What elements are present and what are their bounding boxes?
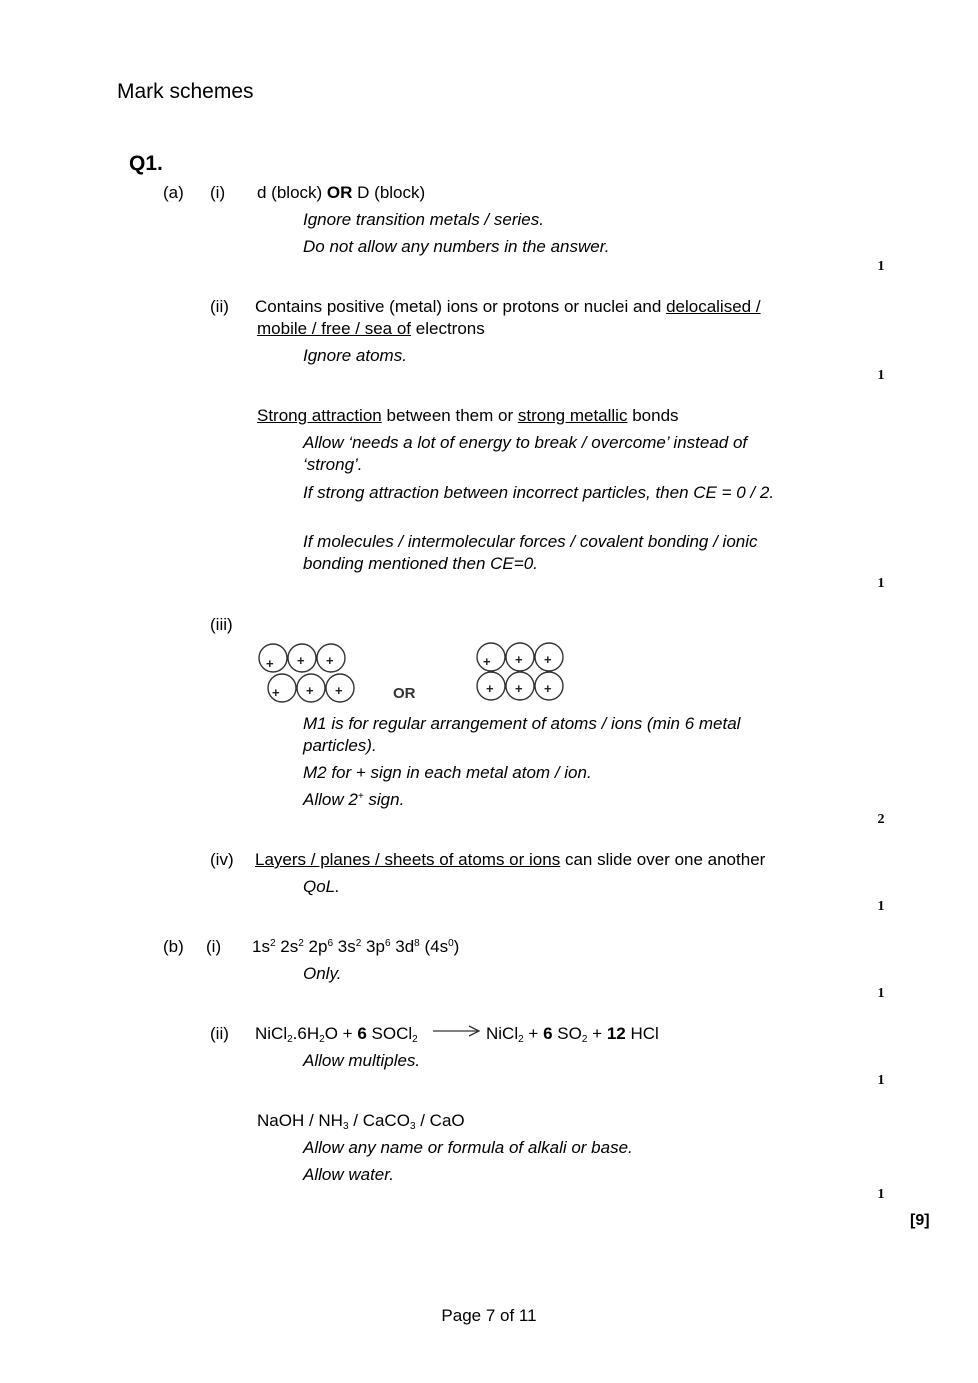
- answer-underlined: delocalised /: [666, 297, 761, 316]
- orbital-electrons: 8: [414, 938, 420, 949]
- mark-value: 1: [877, 1073, 885, 1088]
- answer-text: d (block): [257, 183, 323, 202]
- equation-reactants: [255, 1023, 418, 1045]
- answer-text: bonds: [632, 406, 679, 425]
- coefficient: 12: [606, 1024, 626, 1043]
- part-b-ii-label: (ii): [210, 1024, 229, 1043]
- note-text: Allow 2: [303, 790, 358, 809]
- formula-subscript: 2: [581, 1034, 588, 1045]
- orbital-name: 3d: [395, 937, 415, 956]
- guidance-note: Allow multiples.: [303, 1051, 421, 1070]
- formula-text: +: [528, 1024, 539, 1043]
- plus-sign: +: [515, 681, 523, 696]
- formula-text: NaOH / NH: [257, 1111, 343, 1130]
- plus-sign: +: [297, 653, 305, 668]
- plus-sign: +: [326, 653, 334, 668]
- guidance-note: Ignore atoms.: [303, 346, 407, 365]
- note-text: sign.: [363, 790, 405, 809]
- metal-lattice-diagram: [250, 636, 580, 708]
- orbital: [395, 937, 419, 956]
- part-a-iv-answer: [255, 849, 765, 871]
- orbital: [309, 937, 333, 956]
- formula-subscript: 2: [319, 1034, 325, 1045]
- metal-ion-circle: [477, 643, 505, 671]
- part-a-ii-answer-line1: [255, 296, 761, 318]
- coefficient: 6: [543, 1024, 553, 1043]
- formula-subscript: 2: [412, 1034, 418, 1045]
- orbital-electrons: 2: [355, 938, 362, 949]
- orbital-electrons: 2: [298, 938, 304, 949]
- formula-text: SO: [557, 1024, 582, 1043]
- orbital-close: ): [453, 937, 460, 956]
- orbital-name: 3p: [366, 937, 385, 956]
- part-a-iv-label: (iv): [210, 850, 234, 869]
- orbital-name: 2p: [308, 937, 328, 956]
- guidance-note: Allow any name or formula of alkali or base.: [303, 1138, 633, 1157]
- mark-value: 1: [877, 899, 885, 914]
- orbital: [280, 937, 304, 956]
- part-a-iii-label: (iii): [210, 615, 233, 634]
- formula-subscript: 2: [518, 1034, 524, 1045]
- part-a-i-answer: [257, 182, 425, 204]
- lattice-left: [259, 644, 354, 702]
- equation-products: [486, 1023, 659, 1045]
- part-b-label: (b): [163, 937, 184, 956]
- answer-underlined: Strong attraction: [257, 406, 382, 425]
- part-b-i-label: (i): [206, 937, 222, 956]
- part-a-ii-answer2: [257, 405, 679, 427]
- guidance-note: Allow ‘needs a lot of energy to break / overcome’ instead of ‘strong’.: [303, 433, 748, 474]
- part-a-label: (a): [163, 183, 184, 202]
- orbital: [252, 937, 276, 956]
- orbital-name: 2s: [280, 937, 299, 956]
- part-a-ii-label: (ii): [210, 297, 229, 316]
- formula-subscript: 3: [409, 1121, 416, 1132]
- guidance-note: If strong attraction between incorrect particles, then CE = 0 / 2.: [303, 483, 775, 502]
- answer-underlined: Layers / planes / sheets of atoms or ions: [255, 850, 561, 869]
- electron-configuration: [252, 936, 459, 958]
- formula-subscript: 3: [342, 1121, 349, 1132]
- answer-underlined: mobile / free / sea of: [257, 319, 412, 338]
- answer-text: D (block): [357, 183, 426, 202]
- note-superscript: +: [357, 791, 364, 802]
- formula-text: O +: [324, 1024, 353, 1043]
- plus-sign: +: [306, 683, 314, 698]
- orbital-name: 3s: [337, 937, 356, 956]
- plus-sign: +: [272, 685, 280, 700]
- question-total: [9]: [910, 1212, 930, 1229]
- part-a-i-label: (i): [210, 183, 226, 202]
- plus-sign: +: [544, 652, 552, 667]
- guidance-note: [303, 789, 404, 811]
- orbital-electrons: 2: [269, 938, 276, 949]
- guidance-note: If molecules / intermolecular forces / covalent bonding / ionic bonding mentioned then CE=0.: [303, 532, 758, 573]
- plus-sign: +: [483, 654, 491, 669]
- guidance-note: Allow water.: [303, 1165, 395, 1184]
- orbital-name: (4s: [424, 937, 449, 956]
- answer-underlined: strong metallic: [517, 406, 628, 425]
- plus-sign: +: [335, 683, 343, 698]
- mark-value: 1: [877, 368, 885, 383]
- diagram-or-label: OR: [393, 685, 416, 702]
- plus-sign: +: [544, 681, 552, 696]
- formula-text: NiCl: [486, 1024, 519, 1043]
- orbital-electrons: 0: [448, 938, 454, 949]
- answer-text: can slide over one another: [564, 850, 766, 869]
- orbital: [366, 937, 390, 956]
- guidance-note: Only.: [303, 964, 342, 983]
- coefficient: 6: [357, 1024, 367, 1043]
- orbital-name: 1s: [252, 937, 270, 956]
- part-b-ii-answer2: [257, 1110, 465, 1132]
- part-a-ii-answer-line2: [257, 318, 485, 340]
- guidance-note: Ignore transition metals / series.: [303, 210, 544, 229]
- orbital-electrons: 6: [384, 938, 391, 949]
- answer-text: electrons: [415, 319, 485, 338]
- orbital-electrons: 6: [327, 938, 334, 949]
- formula-subscript: 2: [287, 1034, 293, 1045]
- plus-sign: +: [486, 681, 494, 696]
- mark-value: 1: [877, 986, 885, 1001]
- page-footer: Page 7 of 11: [441, 1306, 537, 1325]
- mark-value: 1: [877, 259, 885, 274]
- formula-text: / CaCO: [348, 1111, 410, 1130]
- reaction-arrow-icon: [432, 1024, 482, 1038]
- page-header-title: Mark schemes: [117, 80, 254, 103]
- question-number: Q1.: [129, 152, 163, 175]
- lattice-right: [477, 643, 563, 700]
- formula-text: SOCl: [371, 1024, 413, 1043]
- mark-value: 1: [877, 576, 885, 591]
- plus-sign: +: [515, 652, 523, 667]
- guidance-note: M1 is for regular arrangement of atoms / ions (min 6 metal particles).: [303, 714, 741, 755]
- orbital-optional: [424, 937, 459, 956]
- guidance-note: Do not allow any numbers in the answer.: [303, 237, 610, 256]
- formula-text: / CaO: [415, 1111, 465, 1130]
- formula-text: NiCl: [255, 1024, 288, 1043]
- guidance-note: QoL.: [303, 877, 340, 896]
- formula-text: HCl: [630, 1024, 659, 1043]
- orbital: [338, 937, 362, 956]
- answer-text: between them or: [386, 406, 514, 425]
- formula-text: +: [592, 1024, 603, 1043]
- guidance-note: M2 for + sign in each metal atom / ion.: [303, 763, 592, 782]
- answer-or: OR: [326, 183, 353, 202]
- plus-sign: +: [266, 656, 274, 671]
- mark-value: 2: [877, 812, 885, 827]
- formula-text: .6H: [292, 1024, 320, 1043]
- answer-text: Contains positive (metal) ions or protons or nuclei and: [255, 297, 662, 316]
- mark-value: 1: [877, 1187, 885, 1202]
